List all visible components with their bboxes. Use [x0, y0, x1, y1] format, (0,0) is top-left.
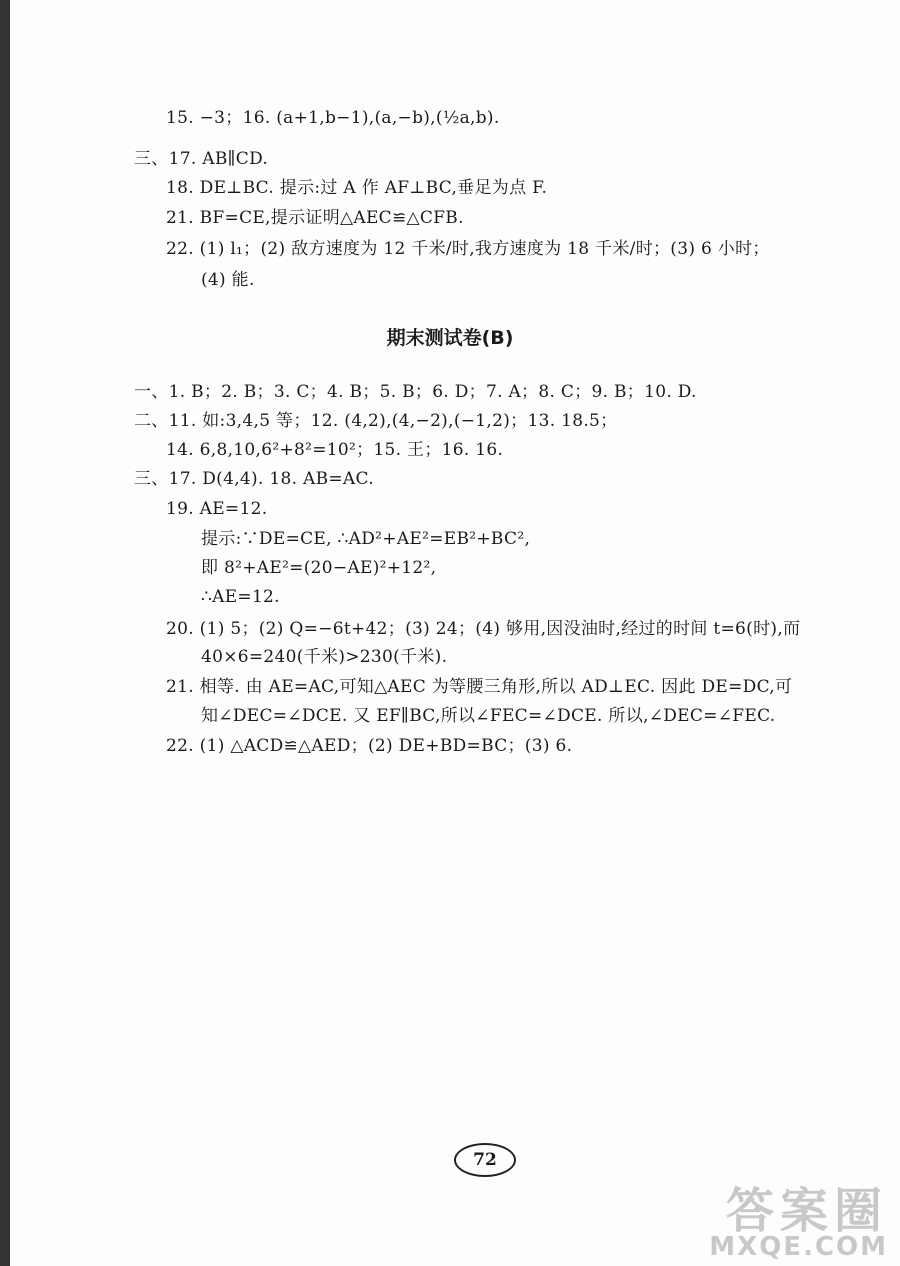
answer-line-19: 19. AE=12. [166, 499, 268, 519]
answer-line-21b: 21. 相等. 由 AE=AC,可知△AEC 为等腰三角形,所以 AD⊥EC. 因此 DE=DC,可 [166, 677, 793, 697]
page-number: 72 [454, 1143, 516, 1177]
answer-line-section1: 一、1. B；2. B；3. C；4. B；5. B；6. D；7. A；8. C；9. B；10. D. [134, 382, 697, 402]
answer-line-20: 20. (1) 5；(2) Q=−6t+42；(3) 24；(4) 够用,因没油时,经过的时间 t=6(时),而 [166, 619, 801, 639]
answer-line-19-step: 即 8²+AE²=(20−AE)²+12², [201, 558, 437, 578]
answer-line-15: 15. −3；16. (a+1,b−1),(a,−b),(½a,b). [166, 108, 500, 128]
answer-line-20-cont: 40×6=240(千米)>230(千米). [201, 647, 448, 667]
answer-line-22-cont: (4) 能. [201, 270, 255, 290]
answer-line-section3-17: 三、17. AB∥CD. [134, 149, 269, 169]
answer-line-section2: 二、11. 如:3,4,5 等；12. (4,2),(4,−2),(−1,2)；13. 18.5； [134, 411, 618, 431]
answer-line-14: 14. 6,8,10,6²+8²=10²；15. 王；16. 16. [166, 440, 504, 460]
answer-line-section3: 三、17. D(4,4). 18. AB=AC. [134, 469, 374, 489]
answer-line-22: 22. (1) l₁；(2) 敌方速度为 12 千米/时,我方速度为 18 千米/时；(3) 6 小时； [166, 239, 770, 259]
watermark-logo: 答案圈 [725, 1183, 888, 1239]
watermark-url: MXQE.COM [709, 1232, 888, 1262]
answer-line-19-hint: 提示:∵DE=CE, ∴AD²+AE²=EB²+BC², [201, 529, 531, 549]
scan-edge [0, 0, 10, 1266]
answer-line-21: 21. BF=CE,提示证明△AEC≌△CFB. [166, 208, 464, 228]
answer-line-18: 18. DE⊥BC. 提示:过 A 作 AF⊥BC,垂足为点 F. [166, 178, 548, 198]
answer-line-22b: 22. (1) △ACD≌△AED；(2) DE+BD=BC；(3) 6. [166, 736, 573, 756]
section-heading: 期末测试卷(B) [386, 327, 514, 349]
answer-line-19-result: ∴AE=12. [201, 587, 280, 607]
answer-line-21b-cont: 知∠DEC=∠DCE. 又 EF∥BC,所以∠FEC=∠DCE. 所以,∠DEC=∠FEC. [201, 706, 776, 726]
